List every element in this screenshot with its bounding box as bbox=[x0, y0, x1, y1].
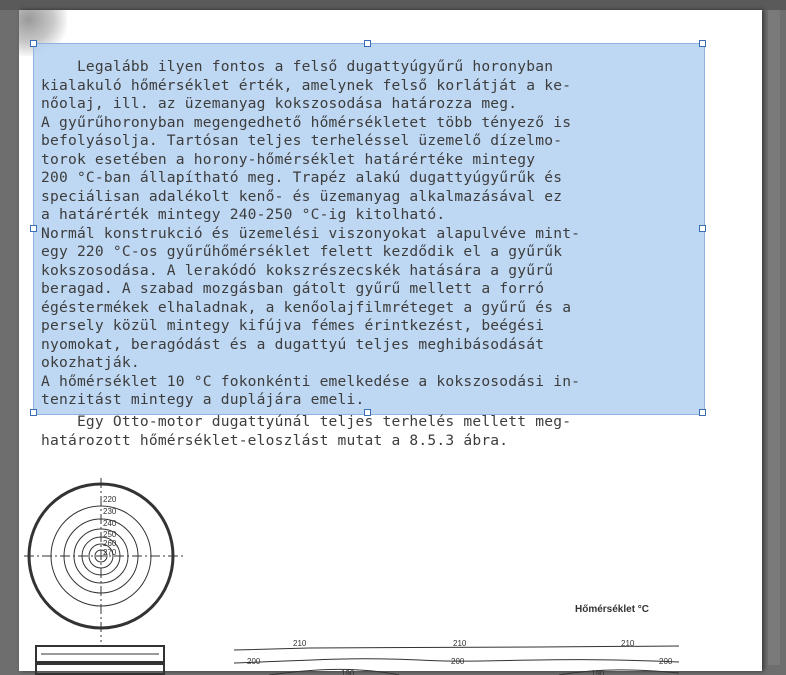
figure-drawing bbox=[19, 470, 762, 675]
piston-temperature-figure bbox=[19, 470, 762, 675]
paragraph-block-2 bbox=[41, 413, 721, 450]
circle-label: 270 bbox=[103, 548, 117, 557]
resize-handle-top-right[interactable] bbox=[699, 40, 706, 47]
contour-label: 190 bbox=[341, 669, 355, 675]
document-page bbox=[19, 10, 762, 675]
text-line: beragad. A szabad mozgásban gátolt gyűrű mellett a forró bbox=[41, 280, 545, 297]
viewer-top-strip bbox=[0, 0, 786, 10]
contour-label: 210 bbox=[293, 639, 307, 648]
text-line: határozott hőmérséklet-eloszlást mutat a 8.5.3 ábra. bbox=[41, 431, 509, 449]
contour-label: 200 bbox=[659, 657, 673, 666]
temperature-axis-label: Hőmérséklet °C bbox=[575, 604, 650, 615]
text-line: Egy Otto-motor dugattyúnál teljes terhelés mellett meg- bbox=[41, 413, 572, 430]
resize-handle-left[interactable] bbox=[30, 225, 37, 232]
isotherm-contour-190 bbox=[269, 669, 679, 675]
contour-label: 200 bbox=[247, 657, 261, 666]
circle-label: 240 bbox=[103, 519, 117, 528]
text-line: persely közül mintegy kifújva fémes érintkezést, beégési bbox=[41, 317, 545, 334]
text-line: speciálisan adalékolt kenő- és üzemanyag alkalmazásával ez bbox=[41, 187, 563, 205]
text-line: Legalább ilyen fontos a felső dugattyúgyűrű horonyban bbox=[41, 58, 554, 75]
text-line: befolyásolja. Tartósan teljes terheléssel üzemelő dízelmo- bbox=[41, 132, 563, 149]
text-line: egy 220 °C-os gyűrűhőmérséklet felett kezdődik el a gyűrűk bbox=[41, 243, 563, 260]
text-line: kokszosodása. A lerakódó kokszrészecskék hatására a gyűrű bbox=[41, 261, 554, 279]
circle-label: 260 bbox=[103, 539, 117, 548]
text-line: kialakuló hőmérséklet érték, amelynek felső korlátját a ke- bbox=[41, 76, 572, 94]
contour-label: 190 bbox=[591, 669, 605, 675]
paragraph-block bbox=[41, 58, 721, 410]
circle-label: 230 bbox=[103, 507, 117, 516]
contour-label: 210 bbox=[453, 639, 467, 648]
text-line: Normál konstrukció és üzemelési viszonyokat alapulvéve mint- bbox=[41, 224, 581, 242]
text-line: A hőmérséklet 10 °C fokonkénti emelkedése a kokszosodási in- bbox=[41, 372, 581, 390]
resize-handle-top[interactable] bbox=[364, 40, 371, 47]
circle-label: 250 bbox=[103, 530, 117, 539]
resize-handle-top-left[interactable] bbox=[30, 40, 37, 47]
circle-label: 220 bbox=[103, 495, 117, 504]
contour-label: 200 bbox=[451, 657, 465, 666]
text-line: 200 °C-ban állapítható meg. Trapéz alakú dugattyúgyűrűk és bbox=[41, 169, 563, 186]
text-line: tenzitást mintegy a duplájára emeli. bbox=[41, 391, 365, 408]
vertical-scrollbar[interactable] bbox=[768, 10, 780, 665]
text-line: égéstermékek elhaladnak, a kenőolajfilmréteget a gyűrű és a bbox=[41, 298, 572, 316]
text-line: a határérték mintegy 240-250 °C-ig kitolható. bbox=[41, 206, 446, 223]
piston-side-section-lower bbox=[36, 664, 164, 674]
text-line: nőolaj, ill. az üzemanyag kokszosodása határozza meg. bbox=[41, 95, 518, 112]
text-line: nyomokat, beragódást és a dugattyú teljes meghibásodását bbox=[41, 335, 545, 353]
text-line: A gyűrűhoronyban megengedhető hőmérsékletet több tényező is bbox=[41, 113, 572, 131]
resize-handle-bottom-left[interactable] bbox=[30, 409, 37, 416]
text-line: okozhatják. bbox=[41, 354, 140, 371]
contour-label: 210 bbox=[621, 639, 635, 648]
text-line: torok esetében a horony-hőmérséklet határértéke mintegy bbox=[41, 150, 536, 168]
